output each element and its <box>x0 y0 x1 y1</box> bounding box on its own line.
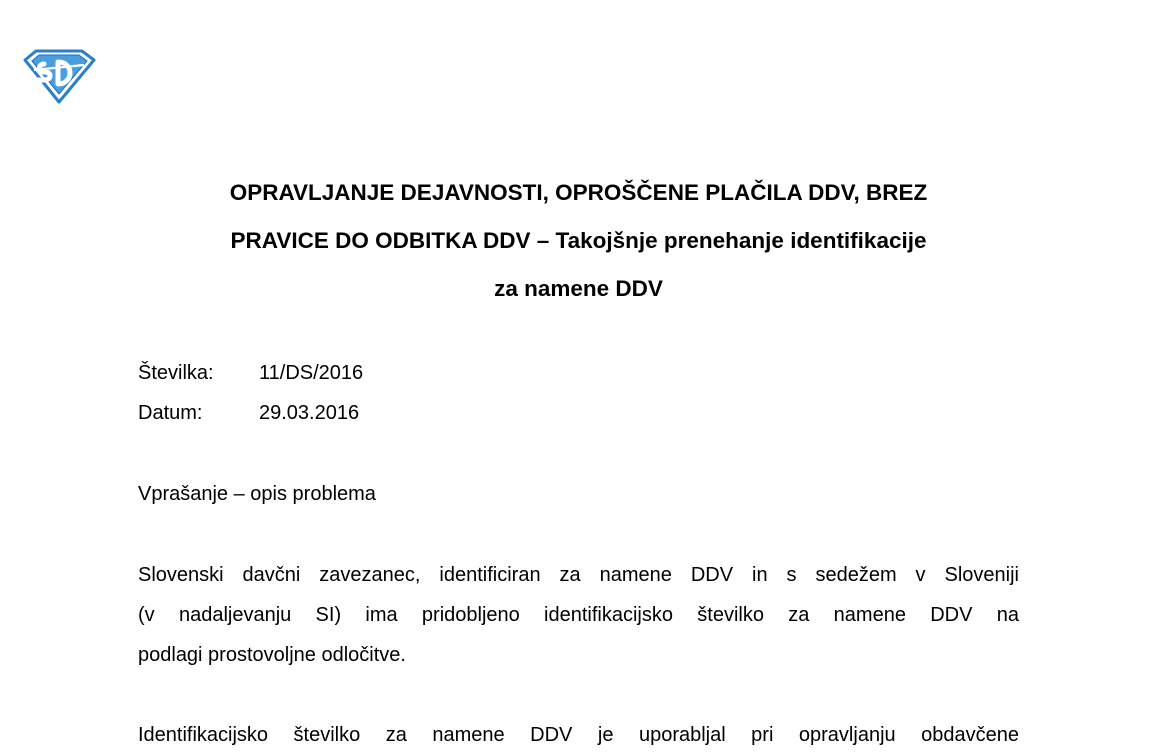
number-value: 11/DS/2016 <box>259 362 364 384</box>
paragraph-1 <box>138 555 1019 675</box>
paragraph-1-line-1: Slovenski davčni zavezanec, identificiran za namene DDV in s sedežem v Sloveniji <box>138 564 1019 586</box>
paragraph-1-line-3: podlagi prostovoljne odločitve. <box>138 644 406 666</box>
sd-shield-logo-icon <box>22 48 96 104</box>
title-line-1: OPRAVLJANJE DEJAVNOSTI, OPROŠČENE PLAČILA DDV, BREZ <box>229 180 928 205</box>
number-label: Številka: <box>138 362 214 384</box>
section-heading: Vprašanje – opis problema <box>138 483 376 505</box>
paragraph-2 <box>138 715 1019 755</box>
paragraph-2-line-1: Identifikacijsko številko za namene DDV je uporabljal pri opravljanju obdavčene <box>138 724 1019 746</box>
title-line-3: za namene DDV <box>494 276 663 301</box>
company-logo <box>22 48 96 104</box>
document-title <box>138 169 1019 313</box>
title-line-2: PRAVICE DO ODBITKA DDV – Takojšnje prenehanje identifikacije <box>230 228 927 253</box>
date-label: Datum: <box>138 402 203 424</box>
date-value: 29.03.2016 <box>259 402 360 424</box>
paragraph-1-line-2: (v nadaljevanju SI) ima pridobljeno identifikacijsko številko za namene DDV na <box>138 604 1019 626</box>
